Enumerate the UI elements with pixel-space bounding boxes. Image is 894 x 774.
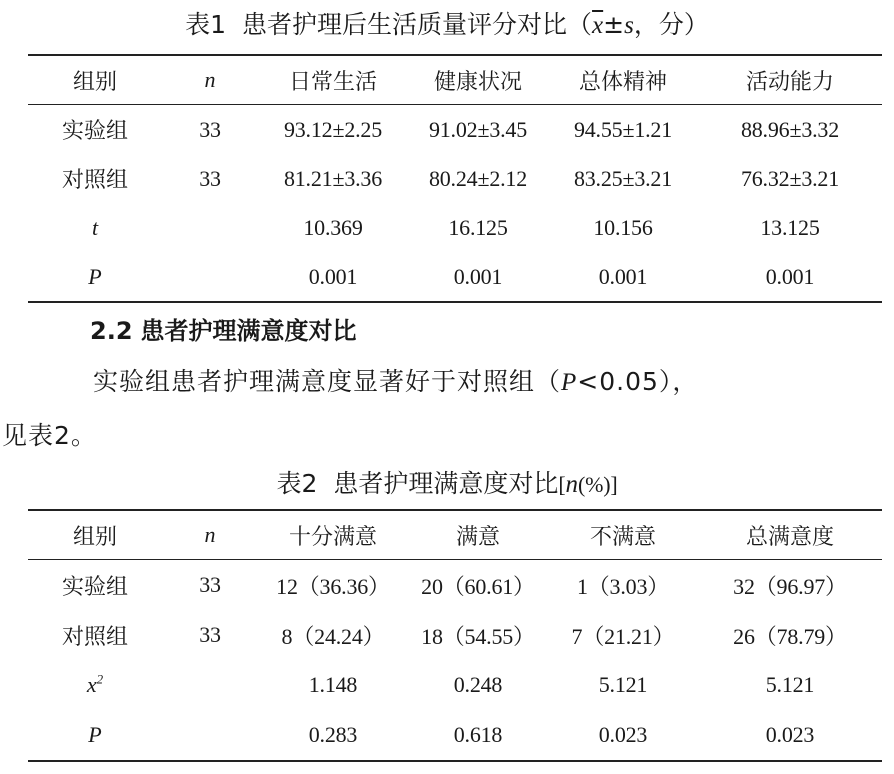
table2-cell: 20（60.61） bbox=[421, 573, 535, 599]
table2-cell: 1.148 bbox=[308, 672, 358, 697]
table2-cell: P bbox=[88, 722, 102, 747]
table2-cell: 8（24.24） bbox=[281, 623, 385, 649]
table1-header-group: 组别 bbox=[72, 69, 117, 95]
section-heading bbox=[90, 316, 357, 346]
table1-header-row bbox=[28, 55, 882, 105]
table1-header-n: n bbox=[204, 67, 216, 92]
table1-cell: 10.369 bbox=[303, 214, 363, 240]
table1-cell: 83.25±3.21 bbox=[573, 165, 673, 191]
table2-cell: 0.618 bbox=[453, 722, 503, 747]
table2-cell: 32（96.97） bbox=[733, 573, 847, 599]
table1-cell bbox=[162, 252, 258, 302]
table2-header-very-satisfied: 十分满意 bbox=[288, 524, 377, 550]
table1-number: 表1 bbox=[185, 10, 227, 39]
section-number: 2.2 bbox=[90, 317, 133, 345]
table2-title bbox=[0, 469, 894, 500]
table1-cell: 0.001 bbox=[453, 263, 503, 289]
table1-cell: 94.55±1.21 bbox=[573, 116, 673, 142]
table1-header-daily: 日常生活 bbox=[288, 69, 377, 95]
chi-superscript: 2 bbox=[96, 671, 104, 687]
chi-symbol: x bbox=[86, 672, 97, 697]
table1-cell: 16.125 bbox=[448, 214, 508, 240]
table1-cell: 33 bbox=[199, 165, 221, 191]
table2-chi-square-label bbox=[28, 660, 162, 710]
table1-title-middle: ± bbox=[603, 10, 625, 39]
table-row bbox=[28, 610, 882, 660]
table2 bbox=[28, 509, 882, 762]
table1-cell: t bbox=[91, 214, 99, 240]
table1-title-prefix: 患者护理后生活质量评分对比（ bbox=[242, 10, 593, 39]
table2-header-unsatisfied: 不满意 bbox=[589, 524, 656, 550]
table2-number: 表2 bbox=[276, 469, 318, 498]
table1-header-spirit: 总体精神 bbox=[578, 69, 667, 95]
table2-cell: 对照组 bbox=[61, 624, 128, 650]
table1-cell: 76.32±3.21 bbox=[740, 165, 840, 191]
table1-cell: 0.001 bbox=[308, 263, 358, 289]
table1-cell: 91.02±3.45 bbox=[428, 116, 528, 142]
table2-cell: 12（36.36） bbox=[276, 573, 390, 599]
table-row bbox=[28, 560, 882, 611]
table1-cell: 93.12±2.25 bbox=[283, 116, 383, 142]
table2-cell bbox=[162, 660, 258, 710]
section-heading-text: 患者护理满意度对比 bbox=[140, 317, 357, 345]
table1 bbox=[28, 54, 882, 303]
table1-cell: 对照组 bbox=[61, 168, 128, 193]
table2-title-bracket-open: [ bbox=[558, 472, 566, 497]
table1-cell bbox=[162, 203, 258, 252]
table2-cell: 0.023 bbox=[598, 722, 648, 747]
table1-mean-symbol: $\overline{x}$ bbox=[592, 12, 604, 39]
table1-cell: 33 bbox=[199, 116, 221, 142]
table2-header-row bbox=[28, 510, 882, 560]
table1-cell: P bbox=[88, 263, 102, 289]
table-row bbox=[28, 105, 882, 155]
table2-cell: 0.283 bbox=[308, 722, 358, 747]
table-row bbox=[28, 710, 882, 761]
table2-cell: 1（3.03） bbox=[576, 573, 670, 599]
table1-title bbox=[0, 10, 894, 41]
table2-cell: 33 bbox=[199, 622, 221, 647]
table1-cell: 81.21±3.36 bbox=[283, 165, 383, 191]
table1-cell: 13.125 bbox=[760, 214, 820, 240]
table1-cell: 0.001 bbox=[765, 263, 815, 289]
paragraph-text: <0.05）， bbox=[577, 367, 699, 396]
table1-cell: 88.96±3.32 bbox=[740, 116, 840, 142]
table2-header-group: 组别 bbox=[72, 524, 117, 550]
paragraph-line-1 bbox=[93, 356, 894, 409]
table2-cell: 26（78.79） bbox=[733, 623, 847, 649]
table1-cell: 10.156 bbox=[593, 214, 653, 240]
table2-cell: 0.023 bbox=[765, 722, 815, 747]
table2-cell: 实验组 bbox=[61, 574, 128, 600]
table-row bbox=[28, 660, 882, 710]
table1-header-health: 健康状况 bbox=[433, 69, 522, 95]
table-row bbox=[28, 154, 882, 203]
table2-cell: 5.121 bbox=[765, 672, 815, 697]
table1-cell: 80.24±2.12 bbox=[428, 165, 528, 191]
table1-cell: 0.001 bbox=[598, 263, 648, 289]
table2-cell: 0.248 bbox=[453, 672, 503, 697]
table2-cell: 33 bbox=[199, 572, 221, 597]
table1-cell: 实验组 bbox=[61, 119, 128, 144]
table2-title-n: n bbox=[565, 471, 579, 498]
table-row bbox=[28, 203, 882, 252]
table1-title-suffix: ，分） bbox=[633, 10, 709, 39]
table2-cell: 5.121 bbox=[598, 672, 648, 697]
table2-title-text: 患者护理满意度对比 bbox=[333, 469, 559, 498]
table2-header-satisfied: 满意 bbox=[455, 524, 500, 550]
table2-header-n: n bbox=[204, 522, 216, 547]
table1-header-activity: 活动能力 bbox=[745, 69, 834, 95]
table2-header-total: 总满意度 bbox=[745, 524, 834, 550]
paragraph-p-symbol: P bbox=[561, 369, 578, 396]
table1-sd-symbol: s bbox=[624, 12, 634, 39]
paragraph-text: 实验组患者护理满意度显著好于对照组（ bbox=[93, 367, 562, 396]
table2-cell bbox=[162, 710, 258, 761]
table2-cell: 18（54.55） bbox=[421, 623, 535, 649]
paragraph-line-2: 见表2。 bbox=[2, 421, 97, 450]
table-row bbox=[28, 252, 882, 302]
table2-title-bracket-close: (%)] bbox=[578, 472, 618, 497]
table2-cell: 7（21.21） bbox=[571, 623, 675, 649]
